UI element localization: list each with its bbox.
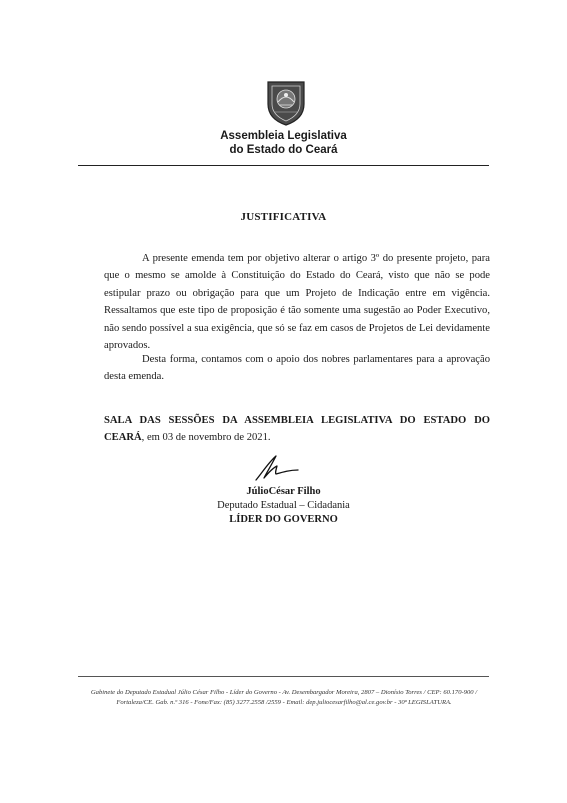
signature-block [0, 485, 567, 527]
footer-line-2: Fortaleza/CE. Gab. n.º 316 - Fone/Fax: (85) 3277.2558 /2559 - Email: dep.juliocesarfilho@al.ce.gov.br - 30ª LEGISLATURA. [116, 699, 452, 706]
header-divider [78, 165, 489, 166]
document-title: JUSTIFICATIVA [240, 211, 327, 223]
signer-name: JúlioCésar Filho [246, 486, 321, 497]
footer-line-1: Gabinete do Deputado Estadual Júlio César Filho - Líder do Governo - Av. Desembargador Moreira, 2807 – Dionísio Torres / CEP: 60.170-900 / [90, 689, 478, 696]
org-name-line-1: Assembleia Legislativa [220, 130, 347, 142]
state-coat-of-arms-seal [262, 78, 310, 126]
session-location-date [104, 412, 490, 447]
handwritten-signature [252, 453, 300, 483]
footer-divider [78, 676, 489, 677]
signer-role: LÍDER DO GOVERNO [229, 514, 338, 525]
session-date: , em 03 de novembro de 2021. [141, 432, 271, 444]
org-name-line-2: do Estado do Ceará [229, 144, 338, 156]
signer-title: Deputado Estadual – Cidadania [217, 500, 350, 511]
justification-paragraph-1: A presente emenda tem por objetivo alterar o artigo 3º do presente projeto, para que o mesmo se amolde à Constituição do Estado do Ceará, visto que não se pode estipular prazo ou obrigação para que um Projeto de Indicação entre em vigência. Ressaltamos que este tipo de proposição é tão somente uma sugestão ao Poder Executivo, não sendo possível a sua exigência, que só se faz em casos de Projetos de Lei devidamente aprovados. [104, 253, 490, 352]
justification-paragraph-2: Desta forma, contamos com o apoio dos nobres parlamentares para a aprovação desta emenda. [104, 354, 490, 383]
office-address-footer [78, 688, 490, 708]
session-hall-name: SALA DAS SESSÕES DA ASSEMBLEIA LEGISLATIVA DO ESTADO DO CEARÁ [104, 415, 490, 444]
organization-name [0, 129, 567, 157]
